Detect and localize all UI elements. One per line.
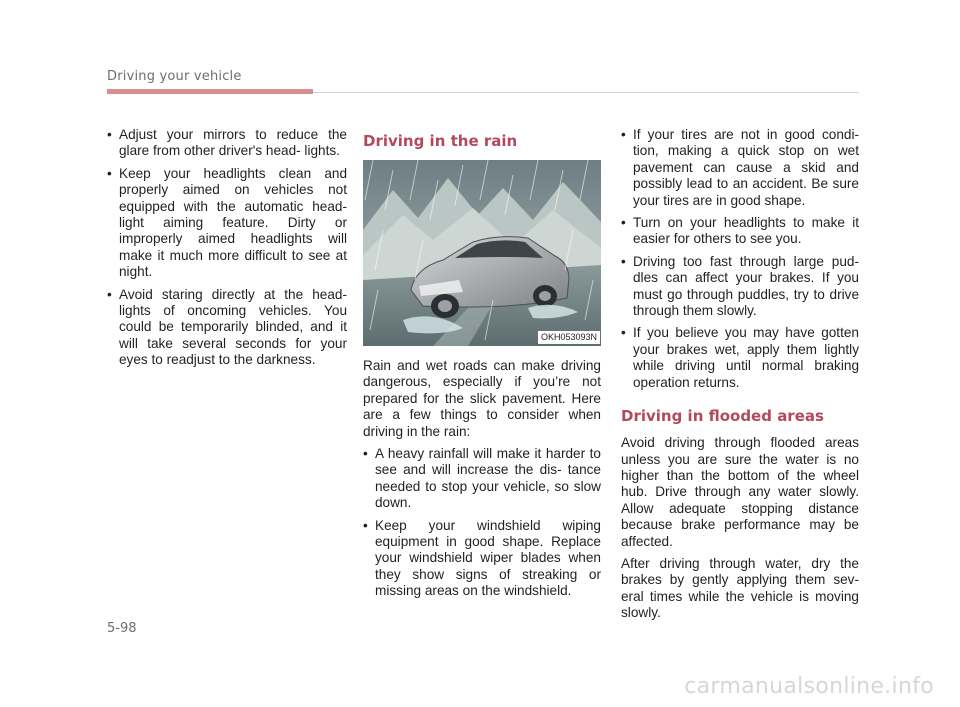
rain-intro-paragraph: Rain and wet roads can make driving dangerous, especially if you’re not prepared for the slick pavement. Here are a few things to consider when driving in the rain: bbox=[363, 358, 601, 439]
column-1 bbox=[107, 127, 347, 375]
flood-paragraph: After driving through water, dry the brakes by gently applying them sev- eral times while the vehicle is moving slowly. bbox=[621, 555, 859, 621]
rain-driving-illustration bbox=[363, 160, 601, 346]
rain-bullet-list bbox=[363, 446, 601, 600]
list-item: • Driving too fast through large pud- dles can affect your brakes. If you must go through puddles, try to drive through them slowly. bbox=[621, 254, 859, 320]
column-2 bbox=[363, 127, 601, 606]
list-item: • Keep your headlights clean and properly aimed on vehicles not equipped with the automatic head- light aiming feature. Dirty or improperly aimed headlights will make it much more difficult to see at night. bbox=[107, 166, 347, 281]
figure-code-label: OKH053093N bbox=[538, 331, 600, 344]
header-divider-line bbox=[313, 92, 859, 93]
flood-section-heading: Driving in flooded areas bbox=[621, 407, 824, 426]
flood-paragraph: Avoid driving through flooded areas unless you are sure the water is no higher than the bottom of the wheel hub. Drive through any water slowly. Allow adequate stopping distance because brake performance may be affected. bbox=[621, 435, 859, 549]
night-driving-bullet-list bbox=[107, 127, 347, 369]
list-item: • A heavy rainfall will make it harder to see and will increase the dis- tance needed to stop your vehicle, so slow down. bbox=[363, 446, 601, 512]
list-item: • Avoid staring directly at the head- lights of oncoming vehicles. You could be temporarily blinded, and it will take several seconds for your eyes to readjust to the darkness. bbox=[107, 287, 347, 369]
car-in-rain-illustration bbox=[363, 160, 601, 346]
watermark-text: carmanualsonline.info bbox=[684, 674, 934, 699]
rain-section-heading: Driving in the rain bbox=[363, 132, 518, 150]
list-item: • Keep your windshield wiping equipment in good shape. Replace your windshield wiper blades when they show signs of streaking or missing areas on the windshield. bbox=[363, 518, 601, 600]
page-number: 5-98 bbox=[107, 621, 137, 636]
list-item: • Adjust your mirrors to reduce the glare from other driver's head- lights. bbox=[107, 127, 347, 160]
list-item: • If your tires are not in good condi- tion, making a quick stop on wet pavement can cause a skid and possibly lead to an accident. Be sure your tires are in good shape. bbox=[621, 127, 859, 209]
header-accent-rule bbox=[107, 89, 313, 94]
list-item: • Turn on your headlights to make it easier for others to see you. bbox=[621, 215, 859, 248]
list-item: • If you believe you may have gotten your brakes wet, apply them lightly while driving until normal braking operation returns. bbox=[621, 325, 859, 391]
column-3 bbox=[621, 127, 859, 628]
section-header-title: Driving your vehicle bbox=[107, 69, 242, 84]
rain-bullet-list-continued bbox=[621, 127, 859, 391]
